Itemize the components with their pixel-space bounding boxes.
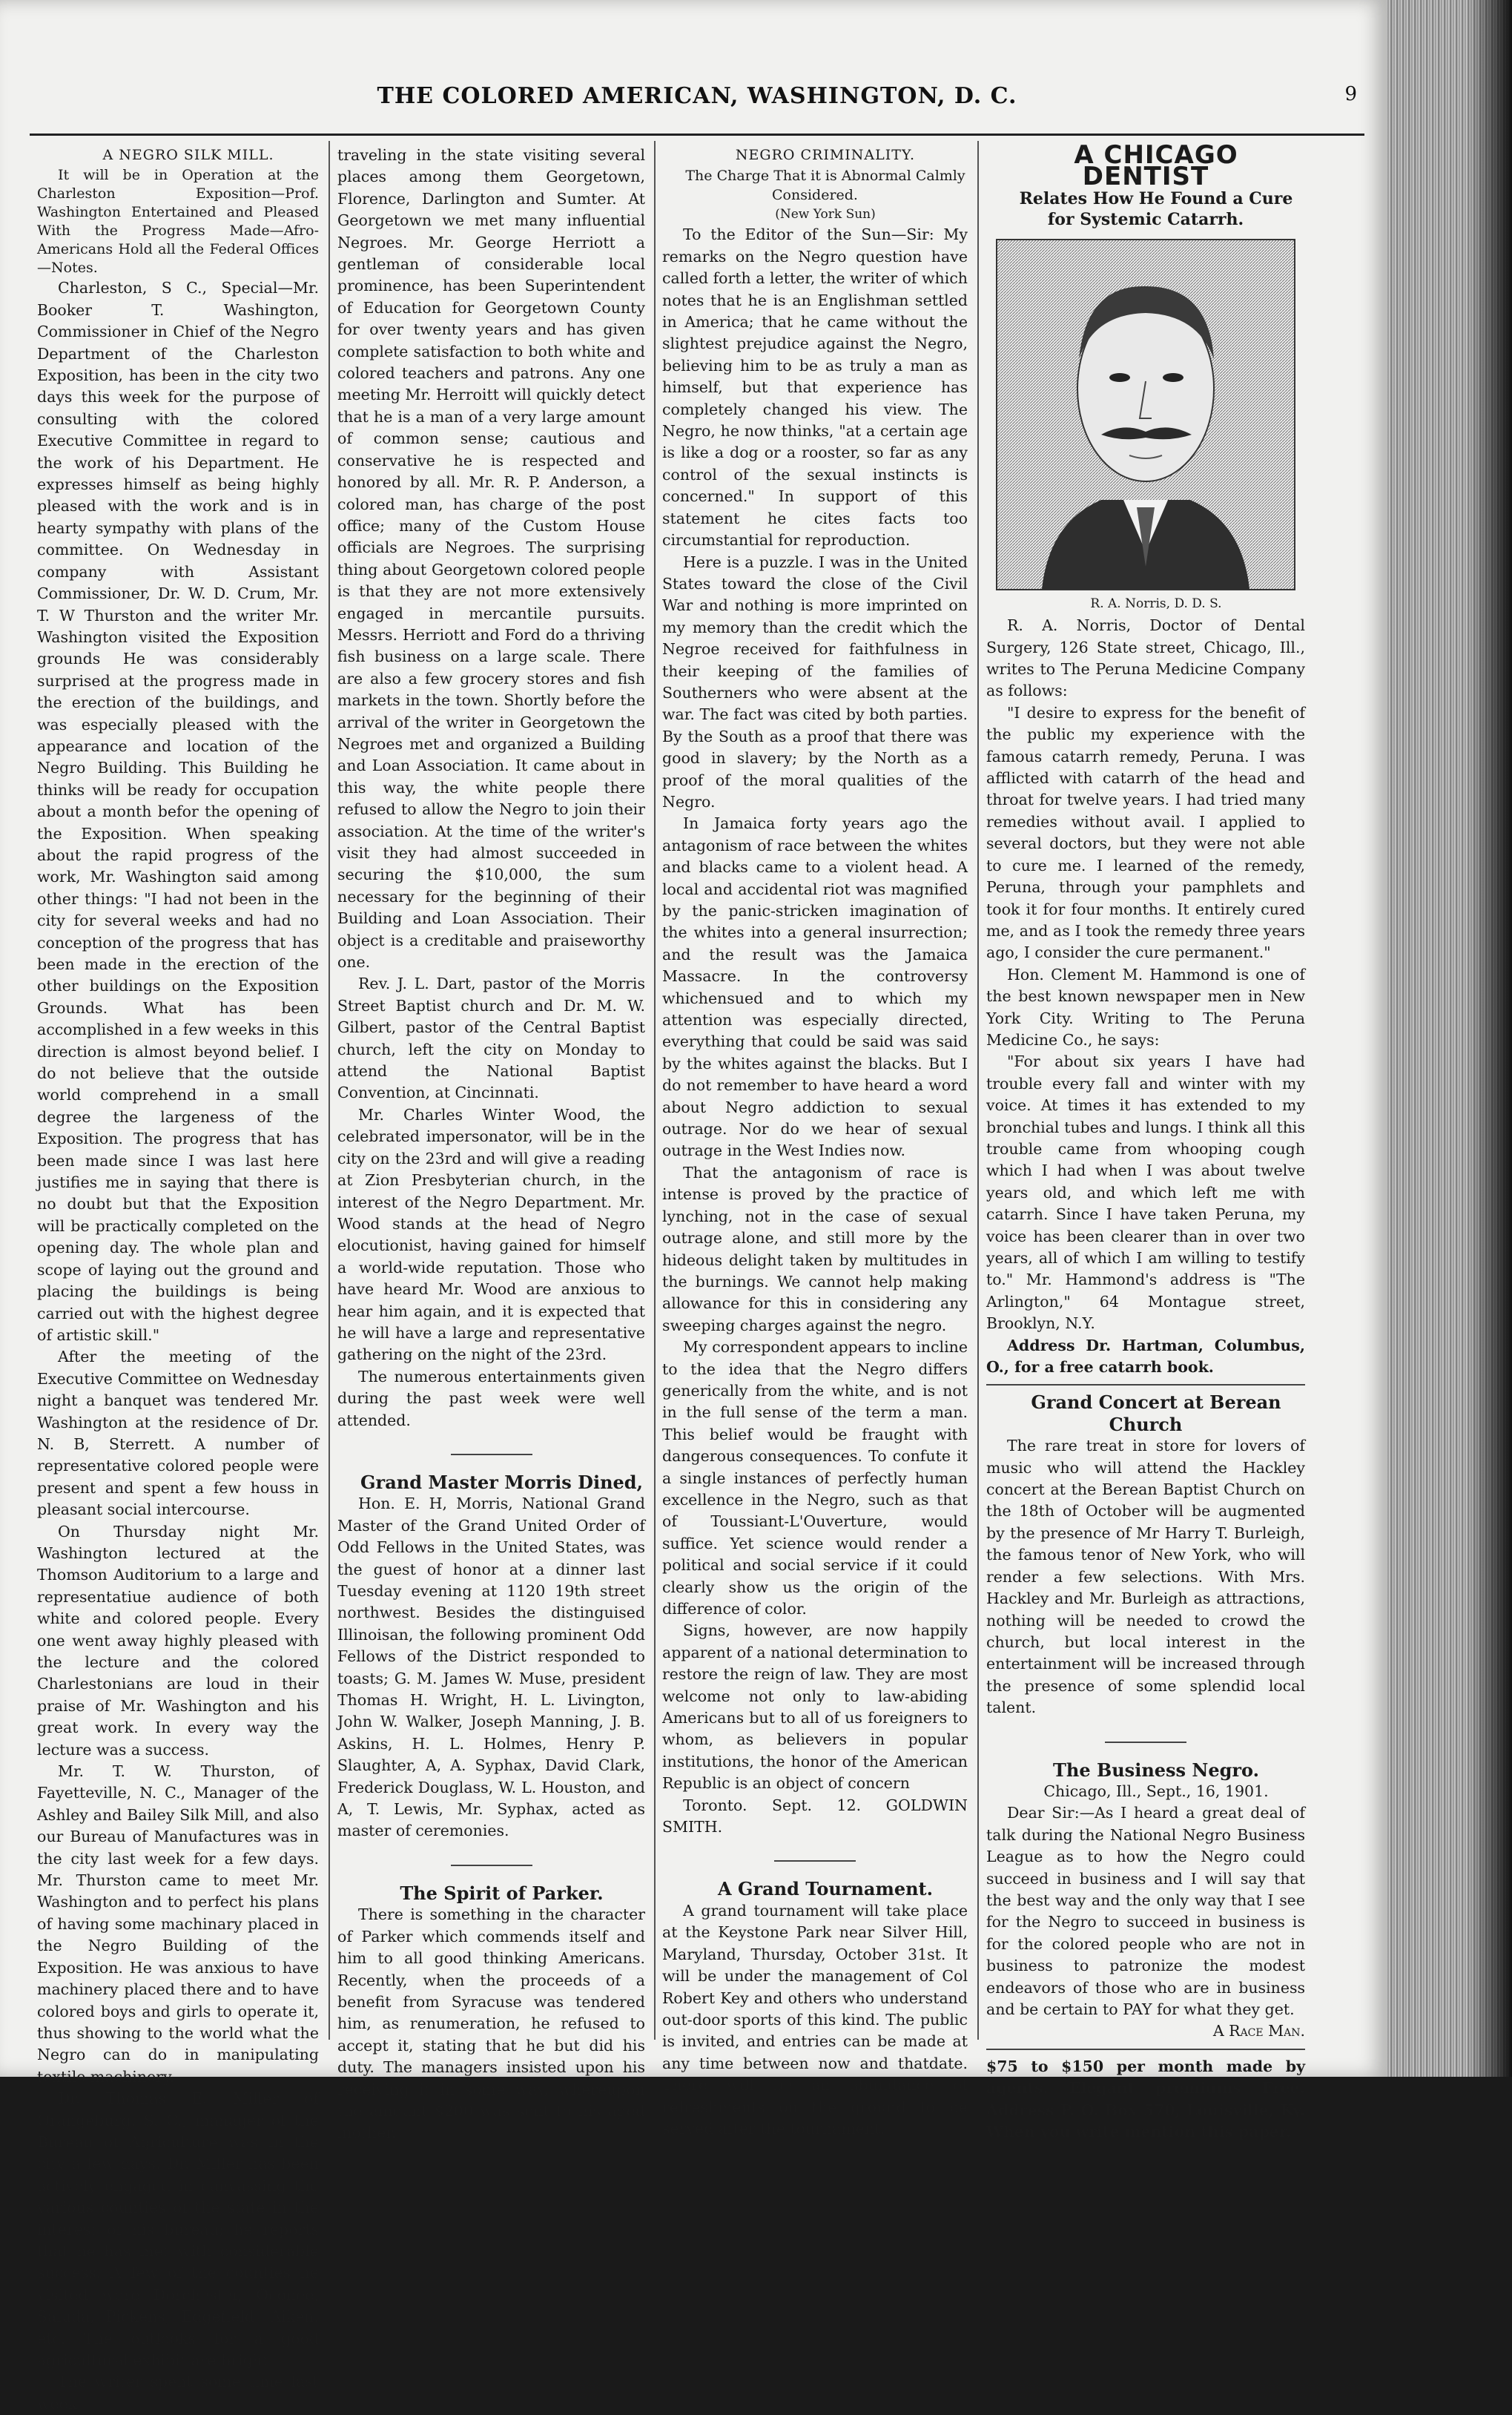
section-separator bbox=[986, 1384, 1305, 1386]
letter-signature: A Race Man. bbox=[1212, 2022, 1305, 2040]
column-3 bbox=[662, 145, 968, 2138]
article-paragraph: Mr. Charles Winter Wood, the celebrated impersonator, will be in the city on the 23rd and will give a reading at Zion Presbyterian church, in the interest of the Negro Department. Mr. Wood stands at the head of Negro elocutionist, having gained for himself a world-wide reputation. Those who have heard Mr. Wood are anxious to hear him again, and it is expected that he will have a large and representative gathering on the night of the 23rd. bbox=[337, 1105, 645, 1364]
article-paragraph: The numerous entertainments given during the past week were well attended. bbox=[337, 1367, 645, 1429]
article-heading-criminality: NEGRO CRIMINALITY. bbox=[735, 147, 916, 163]
article-signoff: Toronto. Sept. 12. GOLDWIN SMITH. bbox=[662, 1796, 968, 1836]
article-source: (New York Sun) bbox=[775, 207, 876, 223]
classified-ad: $75 to $150 per month made by agents. Elegant premiums Free. Address P. O. Box 570, Louisville, Ky. When you write mention this paper. bbox=[986, 2057, 1305, 2141]
section-separator bbox=[1105, 1742, 1186, 1743]
article-heading-business: The Business Negro. bbox=[1053, 1759, 1259, 1781]
ad-heading-dentist: A CHICAGO DENTIST bbox=[1074, 140, 1238, 192]
column-divider bbox=[654, 141, 656, 2040]
article-paragraph: Dear Sir:—As I heard a great deal of talk during the National Negro Business League as to how the Negro could succeed in business and I will say that the best way and the only way that I see for the Negro to succeed in business is for the colored people who are not in business to patronize the modest endeavors of those who are in business and be certain to PAY for what they get. bbox=[986, 1804, 1305, 2018]
newspaper-title: THE COLORED AMERICAN, WASHINGTON, D. C. bbox=[377, 83, 1017, 109]
article-paragraph: My correspondent appears to incline to the idea that the Negro differs generically from the white, and is not in the full sense of the term a man. This belief would be fraught with dangerous consequences. To confute it a single instances of perfectly human excellence in the Negro, such as that of Toussiant-L'Ouverture, would suffice. Yet science would render a political and social service if it could clearly show us the origin of the difference of color. bbox=[662, 1338, 968, 1618]
section-separator bbox=[774, 1860, 856, 1862]
article-subhead: The Charge That it is Abnormal Calmly Considered. bbox=[685, 168, 965, 204]
article-paragraph: Here is a puzzle. I was in the United States toward the close of the Civil War and nothing is more imprinted on my memory than the credit which the Negroe received for faithfulness in their keeping of the families of Southerners who were absent at the war. The fact was cited by both parties. By the South as a proof that there was good in slavery; by the North as a proof of the moral qualities of the Negro. bbox=[662, 553, 968, 811]
article-paragraph: "I desire to express for the benefit of the public my experience with the famous catarrh remedy, Peruna. I was afflicted with catarrh of the head and throat for twelve years. I had tried many remedies without avail. I applied to several doctors, but they were not able to cure me. I learned of the remedy, Peruna, through your pamphlets and took it for four months. It entirely cured me, and as I took the remedy three years ago, I consider the cure permanent." bbox=[986, 703, 1305, 962]
portrait-caption: R. A. Norris, D. D. S. bbox=[1090, 596, 1222, 611]
article-paragraph: To the Editor of the Sun—Sir: My remarks on the Negro question have called forth a letter, the writer of which notes that he is an Englishman settled in America; that he came without the slightest prejudice against the Negro, believing him to be as truly a man as himself, but that experience has completely changed his view. The Negro, he now thinks, "at a certain age is like a dog or a rooster, so far as any control of the sexual instincts is concerned." In support of this statement he cites facts too circumstantial for reproduction. bbox=[662, 225, 968, 550]
article-paragraph: On Thursday night Mr. Washington lectured at the Thomson Auditorium to a large and representatiue audience of both white and colored people. Every one went away highly pleased with the lecture and the colored Charlestonians are loud in their praise of Mr. Washington and his great work. In every way the lecture was a success. bbox=[37, 1522, 319, 1759]
article-heading-silk-mill: A NEGRO SILK MILL. bbox=[102, 147, 274, 163]
column-divider bbox=[329, 141, 330, 2040]
article-paragraph: Address Dr. Hartman, Columbus, O., for a free catarrh book. bbox=[986, 1336, 1305, 1377]
article-paragraph: Dr. Thomas E. Miller of Orangeburg, S. C., manager of the Bureau of Agriculture was in the city a few days. Dr. Miller has been actively engaged in canvassing the various counties of the state in the interest of his bureau; he reports that he has met with considerable success. A few of the counties he visited were Dorchester, Oconee, Saluda, Pickens, Edgefield, Aiken, etc. The outlooks for a good agricultural exhibit are bright. bbox=[37, 2089, 319, 2369]
letter-dateline: Chicago, Ill., Sept., 16, 1901. bbox=[1043, 1782, 1269, 1800]
article-paragraph: Signs, however, are now happily apparent of a national determination to restore the reign of law. They are most welcome not only to law-abiding Americans but to all of us foreigners to whom, as believers in popular institutions, the honor of the American Republic is an object of concern bbox=[662, 1621, 968, 1793]
article-paragraph: traveling in the state visiting several places among them Georgetown, Florence, Darlington and Sumter. At Georgetown we met many influential Negroes. Mr. George Herriott a gentleman of considerable local prominence, has been Superintendent of Education for Georgetown County for over twenty years and has given complete satisfaction to both white and colored teachers and patrons. Any one meeting Mr. Herroitt will quickly detect that he is a man of a very large amount of common sense; cautious and conservative he is respected and honored by all. Mr. R. P. Anderson, a colored man, has charge of the post office; many of the Custom House officials are Negroes. The surprising thing about Georgetown colored people is that they are not more extensively engaged in mercantile pursuits. Messrs. Herriott and Ford do a thriving fish business on a large scale. There are also a few grocery stores and fish markets in the town. Shortly before the arrival of the writer in Georgetown the Negroes met and organized a Building and Loan Association. It came about in this way, the white people there refused to allow the Negro to join their association. At the time of the writer's visit they had almost succeeded in securing the $10,000, the sum necessary for the beginning of their Building and Loan Association. Their object is a creditable and praiseworthy one. bbox=[337, 146, 645, 972]
article-deck: It will be in Operation at the Charleston Exposition—Prof. Washington Entertained and Pleased With the Progress Made—Afro-Americans Hold all the Federal Offices—Notes. bbox=[37, 167, 319, 277]
article-paragraph: A grand tournament will take place at the Keystone Park near Silver Hill, Maryland, Thursday, October 31st. It will be under the management of Col Robert Key and others who understand out-door sports of this kind. The public is invited, and entries can be made at any time between now and thatdate. There will be an abundance of refreshments on the ground to be served after the tournament. bbox=[662, 1901, 968, 2138]
section-separator bbox=[451, 1865, 532, 1866]
section-separator bbox=[986, 2049, 1305, 2050]
article-paragraph: That the antagonism of race is intense is proved by the practice of lynching, not in the case of sexual outrage alone, and still more by the hideous delight taken by multitudes in the burnings. We cannot help making allowance for this in considering any sweeping charges against the negro. bbox=[662, 1163, 968, 1334]
article-paragraph: Mr. T. W. Thurston, of Fayetteville, N. C., Manager of the Ashley and Bailey Silk Mill, and also our Bureau of Manufactures was in the city last week for a few days. Mr. Thurston came to meet Mr. Washington and to perfect his plans of having some machinary placed in the Negro Building of the Exposition. He was anxious to have machinery placed there and to have colored boys and girls to operate it, thus showing to the world what the Negro can do in manipulating textile machinery. bbox=[37, 1762, 319, 2086]
article-paragraph: "For about six years I have had trouble every fall and winter with my voice. At times it has extended to my bronchial tubes and lungs. I think all this trouble came from whooping cough which I had when I was about twelve years old, and which left me with catarrh. Since I have taken Peruna, my voice has been clearer than in over two years, all of which I am willing to testify to." Mr. Hammond's address is "The Arlington," 64 Montague street, Brooklyn, N.Y. bbox=[986, 1052, 1305, 1333]
article-paragraph: Hon. E. H, Morris, National Grand Master of the Grand United Order of Odd Fellows in the United States, was the guest of honor at a dinner last Tuesday evening at 1120 19th street northwest. Besides the distinguised Illinoisan, the following prominent Odd Fellows of the District responded to toasts; G. M. James W. Muse, president Thomas H. Wright, H. L. Livington, John W. Walker, Joseph Manning, J. B. Askins, H. L. Holmes, Henry P. Slaughter, A, A. Syphax, David Clark, Frederick Douglass, W. L. Houston, and A, T. Lewis, Mr. Syphax, acted as master of ceremonies. bbox=[337, 1495, 645, 1840]
article-paragraph: R. A. Norris, Doctor of Dental Surgery, 126 State street, Chicago, Ill., writes to The Peruna Medicine Company as follows: bbox=[986, 616, 1305, 700]
portrait-engraving bbox=[997, 240, 1294, 589]
article-paragraph: The writer spent some time last week bbox=[37, 2373, 319, 2413]
article-heading-parker: The Spirit of Parker. bbox=[400, 1882, 604, 1904]
page-number: 9 bbox=[1344, 83, 1357, 105]
article-heading-concert: Grand Concert at Berean Church bbox=[1031, 1391, 1281, 1435]
section-separator bbox=[451, 1454, 532, 1455]
article-heading-morris: Grand Master Morris Dined, bbox=[360, 1471, 643, 1493]
masthead-rule bbox=[30, 134, 1364, 136]
article-paragraph: In Jamaica forty years ago the antagonism of race between the whites and blacks came to a violent head. A local and accidental riot was magnified by the panic-stricken imagination of the whites into a general insurrection; and the result was the Jamaica Massacre. In the controversy whichensued and to which my attention was especially directed, everything that could be said was said by the whites against the blacks. But I do not remember to have heard a word about Negro addiction to sexual outrage. Nor do we hear of sexual outrage in the West Indies now. bbox=[662, 814, 968, 1160]
article-paragraph: Hon. Clement M. Hammond is one of the best known newspaper men in New York City. Writing to The Peruna Medicine Co., he says: bbox=[986, 965, 1305, 1049]
article-paragraph: There is something in the character of Parker which commends itself and him to all good thinking Americans. Recently, when the proceeds of a benefit from Syracuse was tendered him, as renumeration, he refused to accept it, stating that he but did his duty. The managers insisted upon his receiving it in some way, whereupon the amount $200 was sent to his aged mother. bbox=[337, 1905, 645, 2142]
column-divider bbox=[977, 141, 979, 2040]
column-4 bbox=[986, 140, 1305, 2141]
column-2 bbox=[337, 145, 645, 2142]
article-paragraph: After the meeting of the Executive Committee on Wednesday night a banquet was tendered Mr. Washington at the residence of Dr. N. B, Sterrett. A number of representative colored people were present and spent a few houss in pleasant social intercourse. bbox=[37, 1348, 319, 1519]
article-paragraph: Charleston, S C., Special—Mr. Booker T. Washington, Commissioner in Chief of the Negro Department of the Charleston Exposition, has been in the city two days this week for the purpose of consulting with the colored Executive Committee in regard to the work of his Department. He expresses himself as being highly pleased with the work and is in hearty sympathy with plans of the committee. On Wednesday in company with Assistant Commissioner, Dr. W. D. Crum, Mr. T. W Thurston and the writer Mr. Washington visited the Exposition grounds He was considerably surprised at the progress made in the erection of the buildings, and was especially pleased with the appearance and location of the Negro Building. This Building he thinks will be ready for occupation about a month befor the opening of the Exposition. When speaking about the rapid progress of the work, Mr. Washington said among other things: "I had not been in the city for several weeks and had no conception of the progress that has been made in the erection of the other buildings on the Exposition Grounds. What has been accomplished in a few weeks in this direction is almost beyond belief. I do not believe that the outside world comprehend in a small degree the largeness of the Exposition. The progress that has been made since I was last here justifies me in saying that there is no doubt but that the Exposition will be practically completed on the opening day. The whole plan and scope of laying out the ground and placing the buildings is being carried out with the highest degree of artistic skill." bbox=[37, 279, 319, 1344]
masthead bbox=[30, 83, 1364, 128]
article-heading-tournament: A Grand Tournament. bbox=[717, 1878, 933, 1900]
article-paragraph: The rare treat in store for lovers of music who will attend the Hackley concert at the Berean Baptist Church on the 18th of October will be augmented by the presence of Mr Harry T. Burleigh, the famous tenor of New York, who will render a few selections. With Mrs. Hackley and Mr. Burleigh as attractions, nothing will be needed to crowd the church, but local interest in the entertainment will be increased through the presence of some splendid local talent. bbox=[986, 1437, 1305, 1717]
column-1 bbox=[37, 145, 319, 2413]
article-paragraph: Rev. J. L. Dart, pastor of the Morris Street Baptist church and Dr. M. W. Gilbert, pastor of the Central Baptist church, left the city on Monday to attend the National Baptist Convention, at Cincinnati. bbox=[337, 975, 645, 1102]
ad-subhead: Relates How He Found a Cure for Systemic Catarrh. bbox=[1019, 188, 1293, 229]
portrait-illustration bbox=[996, 239, 1295, 590]
book-page-edges bbox=[1387, 0, 1512, 2077]
